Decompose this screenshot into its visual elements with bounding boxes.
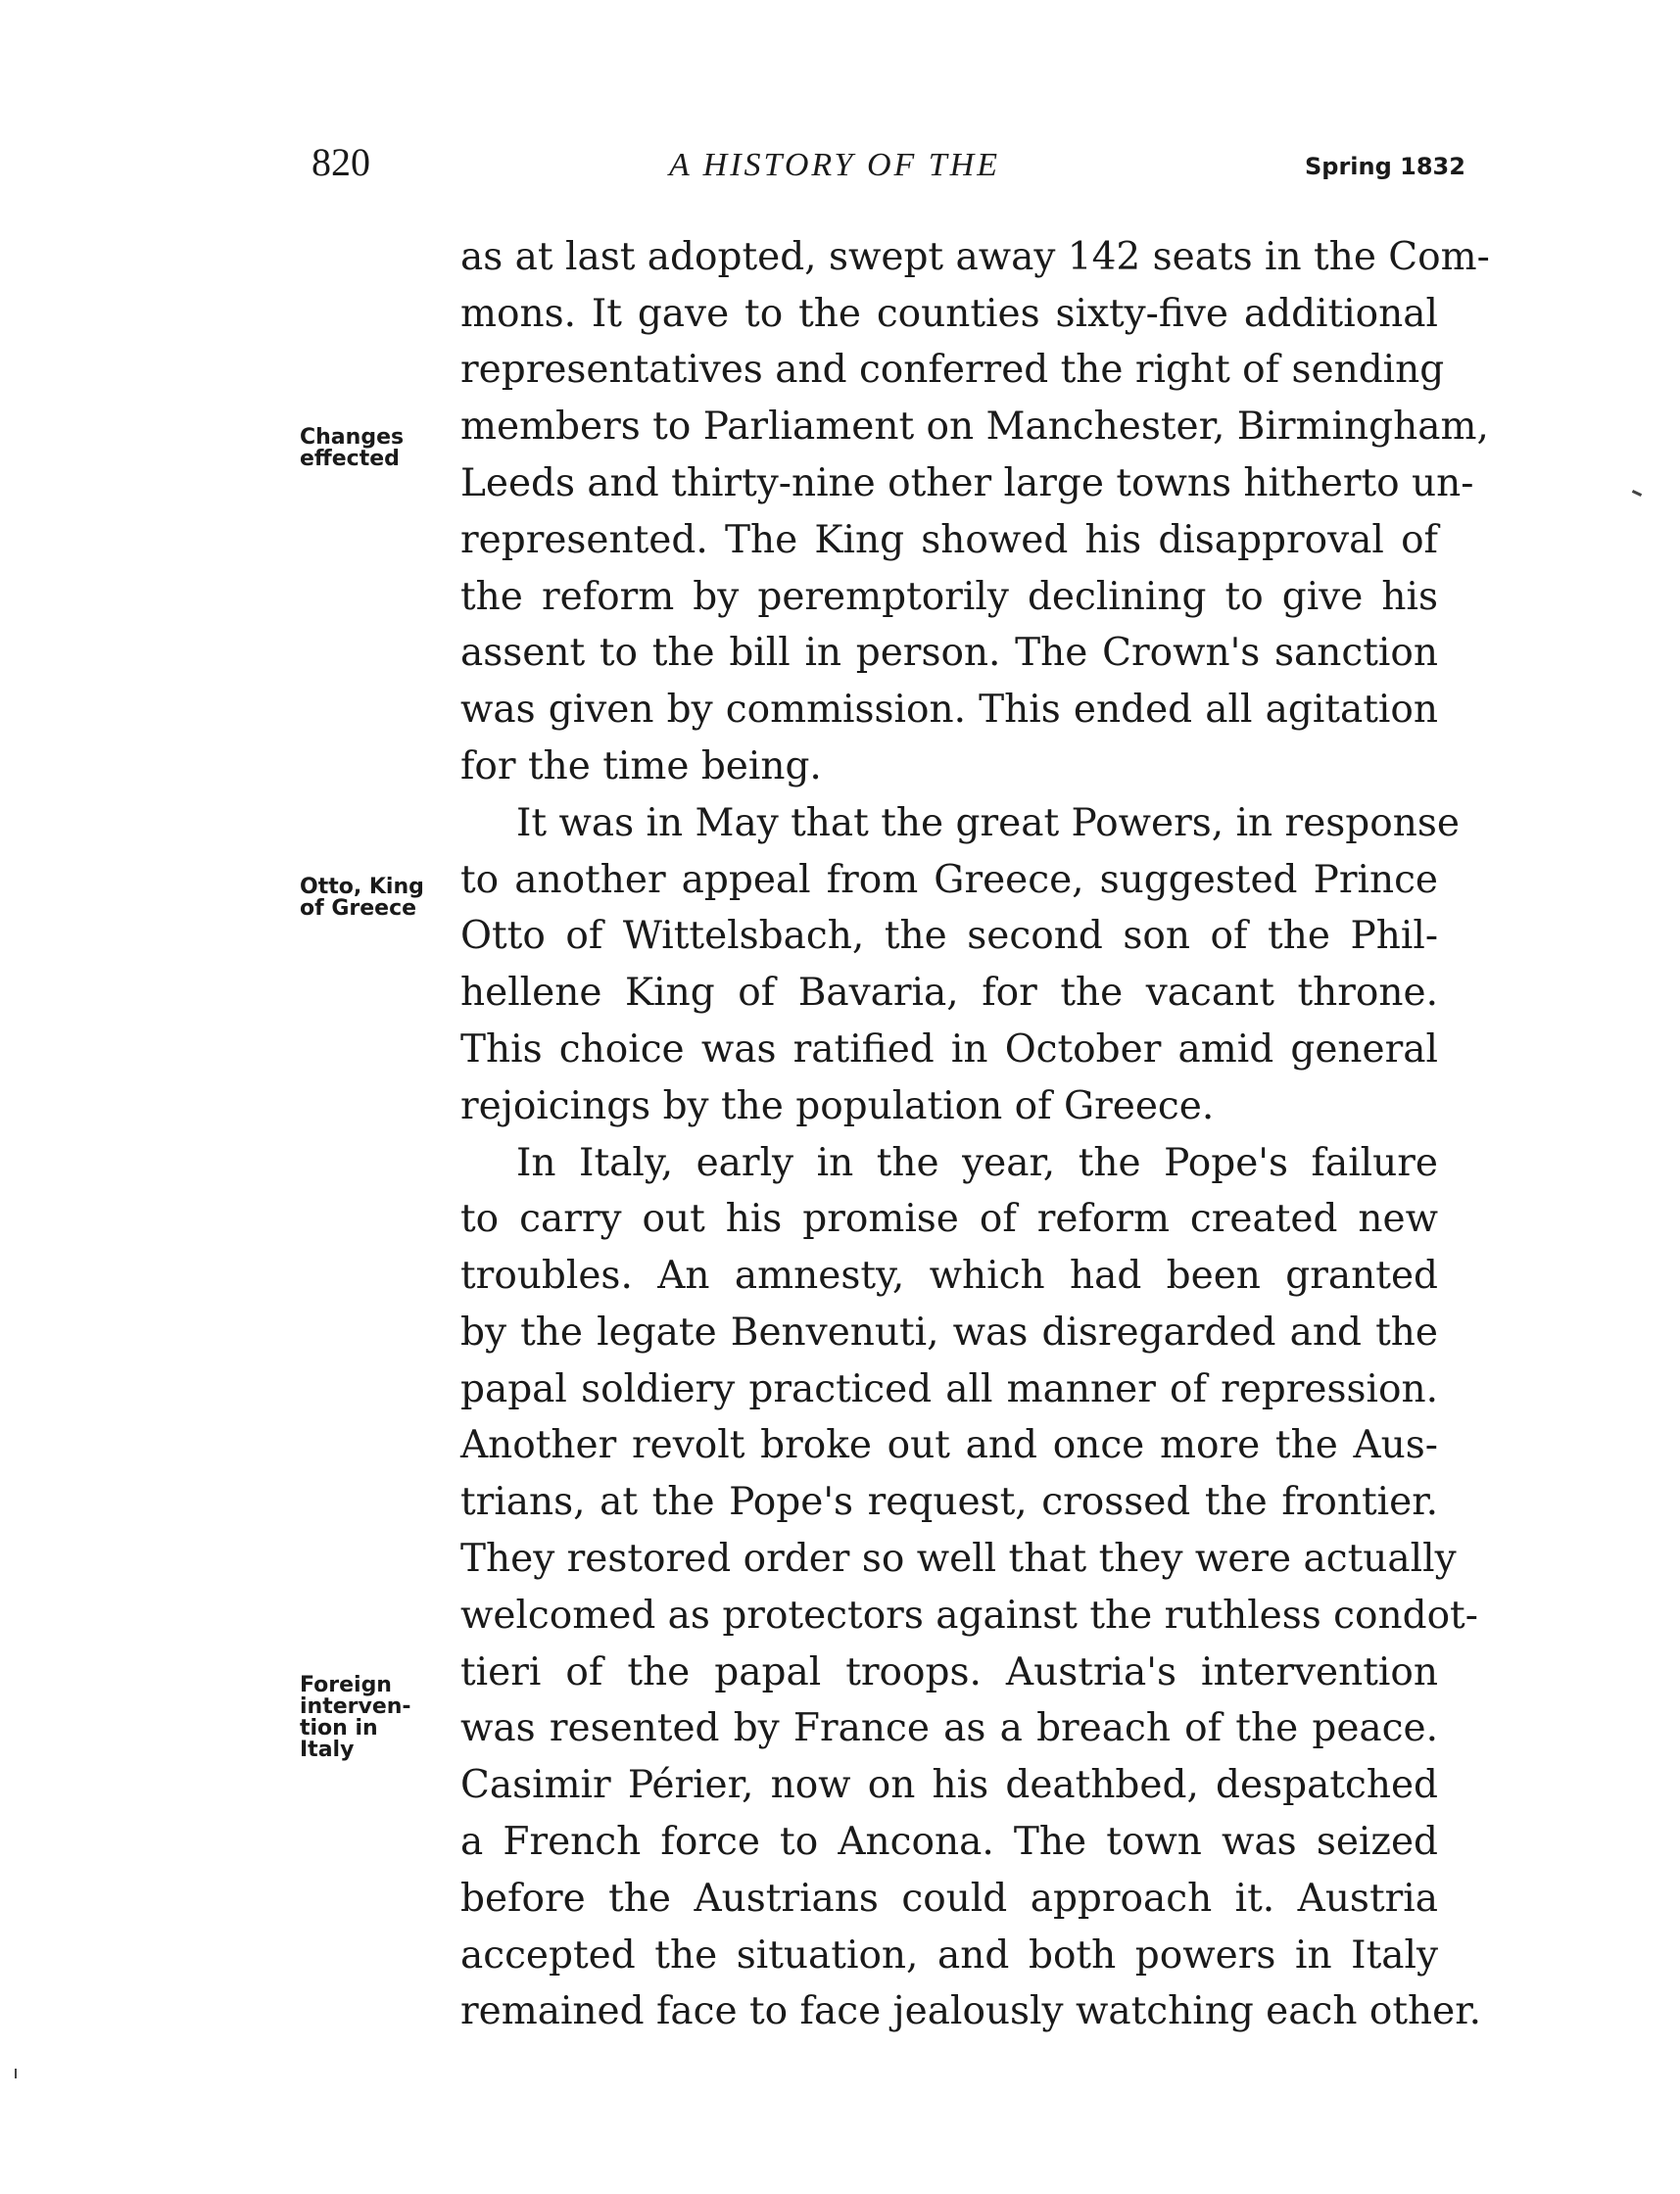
body-line: to another appeal from Greece, suggested Prince bbox=[460, 858, 1438, 902]
paragraph-start-line: It was in May that the great Powers, in response bbox=[516, 801, 1460, 845]
running-title: A HISTORY OF THE bbox=[669, 147, 1000, 183]
body-line: Casimir Périer, now on his deathbed, despatched bbox=[460, 1763, 1438, 1807]
body-line: troubles. An amnesty, which had been granted bbox=[460, 1254, 1438, 1298]
margin-note-line: effected bbox=[300, 447, 400, 471]
body-line: Leeds and thirty-nine other large towns hitherto un- bbox=[460, 461, 1474, 505]
body-line: Another revolt broke out and once more the Aus- bbox=[460, 1423, 1438, 1467]
body-line: was resented by France as a breach of the peace. bbox=[460, 1706, 1438, 1750]
body-line: trians, at the Pope's request, crossed the frontier. bbox=[460, 1480, 1438, 1524]
margin-note-line: interven- bbox=[300, 1694, 411, 1719]
body-line: accepted the situation, and both powers in Italy bbox=[460, 1933, 1438, 1978]
body-line: the reform by peremptorily declining to give his bbox=[460, 575, 1438, 619]
margin-note-changes-effected bbox=[300, 427, 404, 470]
body-line: welcomed as protectors against the ruthless condot- bbox=[460, 1594, 1478, 1638]
body-line: rejoicings by the population of Greece. bbox=[460, 1084, 1215, 1128]
body-line: They restored order so well that they were actually bbox=[460, 1537, 1457, 1581]
body-line: by the legate Benvenuti, was disregarded and the bbox=[460, 1311, 1438, 1355]
body-line: papal soldiery practiced all manner of repression. bbox=[460, 1367, 1438, 1411]
body-line: tieri of the papal troops. Austria's intervention bbox=[460, 1650, 1438, 1694]
body-line: to carry out his promise of reform created new bbox=[460, 1197, 1438, 1241]
body-line: assent to the bill in person. The Crown's sanction bbox=[460, 631, 1438, 675]
body-line: as at last adopted, swept away 142 seats in the Com- bbox=[460, 235, 1490, 279]
body-line: Otto of Wittelsbach, the second son of the Phil- bbox=[460, 914, 1438, 958]
margin-note-line: Foreign bbox=[300, 1673, 392, 1697]
margin-note-line: Otto, King bbox=[300, 875, 424, 899]
body-line: remained face to face jealously watching each other. bbox=[460, 1989, 1481, 2033]
body-line: hellene King of Bavaria, for the vacant throne. bbox=[460, 971, 1438, 1015]
body-line: was given by commission. This ended all agitation bbox=[460, 688, 1438, 732]
body-line: for the time being. bbox=[460, 744, 822, 788]
scan-mark bbox=[15, 2069, 17, 2078]
running-header bbox=[0, 139, 1680, 198]
margin-note-otto-king-of-greece bbox=[300, 877, 424, 920]
body-line: mons. It gave to the counties sixty-five additional bbox=[460, 292, 1438, 336]
margin-note-line: Italy bbox=[300, 1738, 355, 1762]
body-line: represented. The King showed his disapproval of bbox=[460, 518, 1438, 562]
margin-note-line: Changes bbox=[300, 425, 405, 450]
margin-note-foreign-intervention-in-italy bbox=[300, 1675, 411, 1761]
margin-note-line: of Greece bbox=[300, 896, 417, 921]
paragraph-start-line: In Italy, early in the year, the Pope's failure bbox=[516, 1141, 1438, 1185]
page-number: 820 bbox=[312, 140, 370, 184]
scan-mark bbox=[1632, 490, 1642, 497]
running-date: Spring 1832 bbox=[1305, 153, 1465, 180]
body-line: This choice was ratified in October amid general bbox=[460, 1027, 1438, 1072]
body-line: representatives and conferred the right of sending bbox=[460, 348, 1445, 392]
body-line: a French force to Ancona. The town was seized bbox=[460, 1820, 1438, 1864]
body-line: before the Austrians could approach it. Austria bbox=[460, 1877, 1438, 1921]
margin-note-line: tion in bbox=[300, 1716, 378, 1741]
body-line: members to Parliament on Manchester, Birmingham, bbox=[460, 405, 1489, 449]
